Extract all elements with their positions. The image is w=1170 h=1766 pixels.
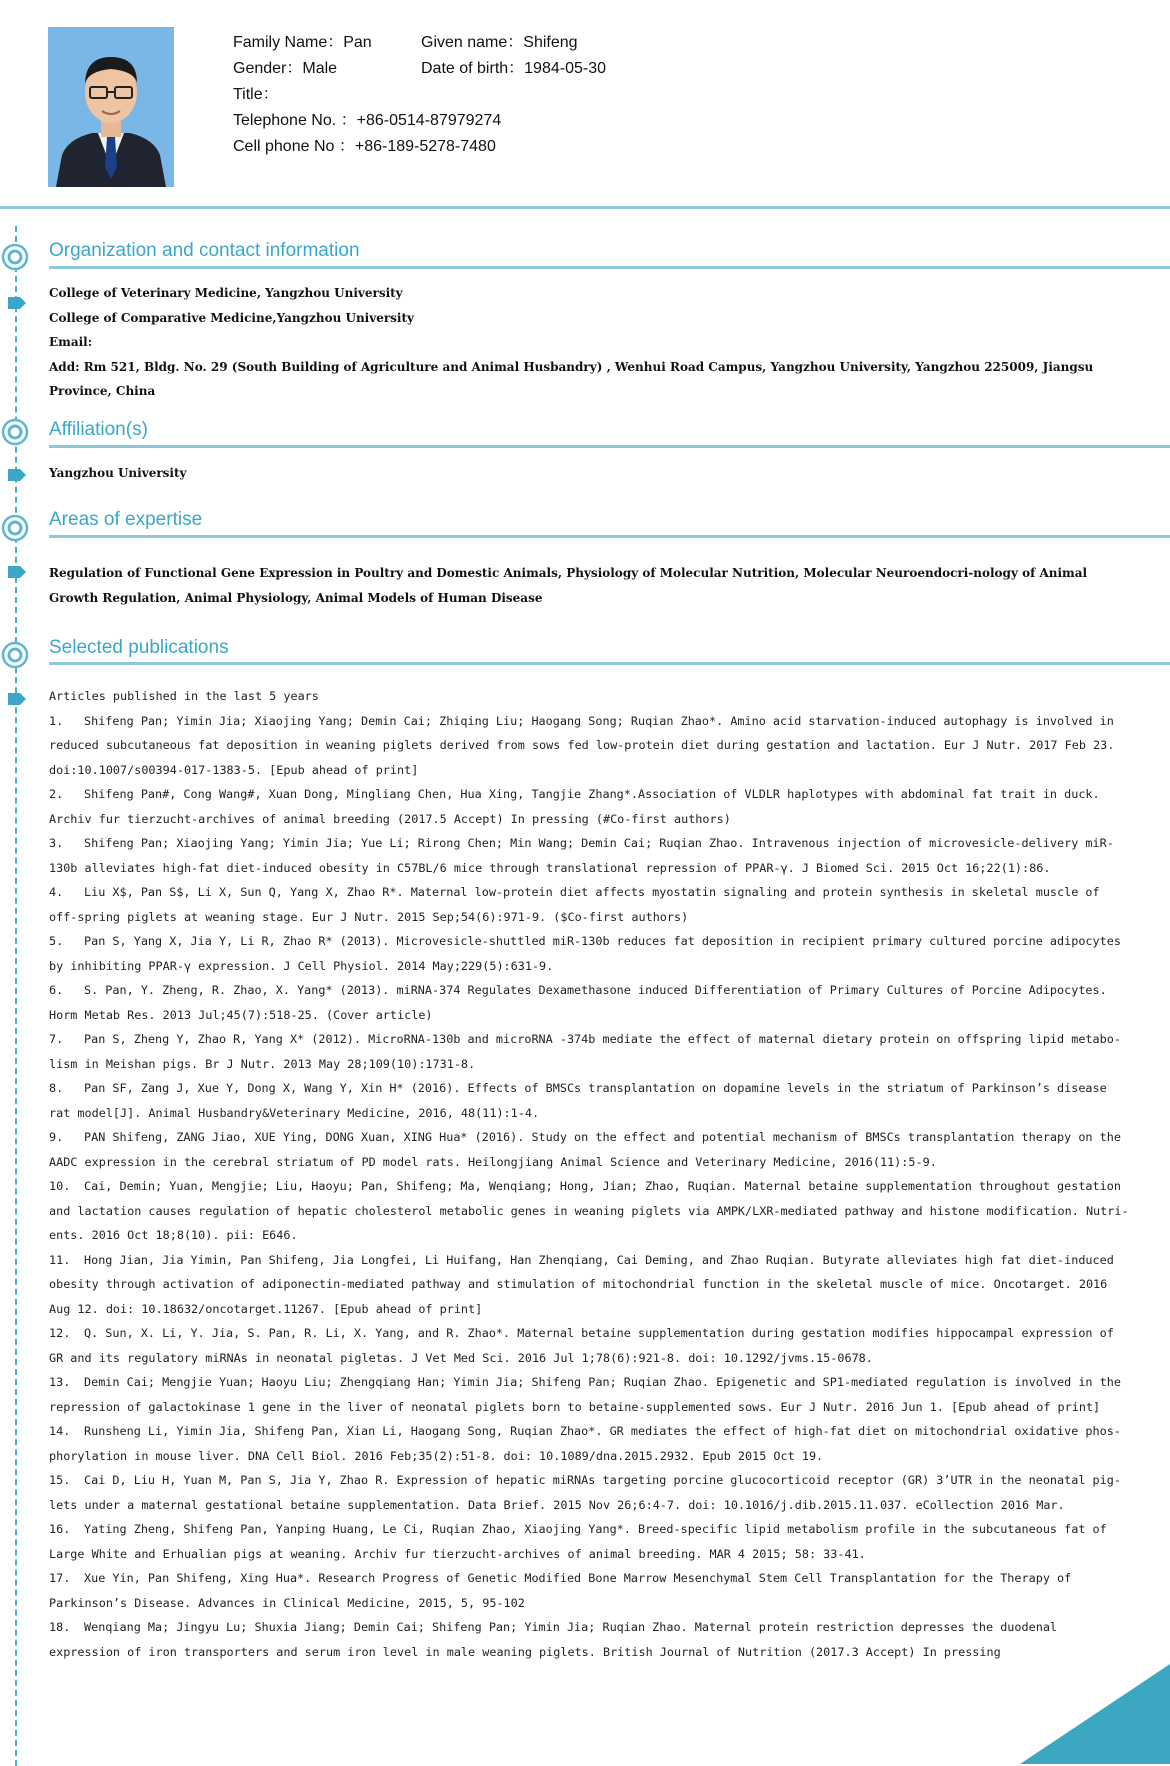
gender: Gender：Male xyxy=(233,60,338,77)
publication-item xyxy=(49,1370,1129,1419)
publication-number: 11. xyxy=(49,1252,71,1267)
family-name: Family Name：Pan xyxy=(233,34,372,51)
publication-text: Pan SF, Zang J, Xue Y, Dong X, Wang Y, Xin H* (2016). Effects of BMSCs transplantation on dopamine levels in the striatum of Parkinson’s disease rat model[J]. Animal Husbandry&Veterinary Medicine, 2016, 48(11):1-4. xyxy=(49,1081,1107,1120)
arrow-marker-icon xyxy=(8,566,26,578)
publication-text: Shifeng Pan#, Cong Wang#, Xuan Dong, Mingliang Chen, Hua Xing, Tangjie Zhang*.Association of VLDLR haplotypes with abdominal fat trait in duck. Archiv fur tierzucht-archives of animal breeding (2017.5 Accept) In pressing (#Co-first authors) xyxy=(49,787,1100,826)
section-divider xyxy=(49,445,1170,448)
publication-item xyxy=(49,1174,1129,1248)
publication-item xyxy=(49,782,1129,831)
section-title-expertise: Areas of expertise xyxy=(49,509,203,530)
section-title-publications: Selected publications xyxy=(49,637,229,658)
publication-number: 17. xyxy=(49,1571,71,1585)
publication-item xyxy=(49,1076,1129,1125)
publication-number: 5. xyxy=(49,934,64,948)
publication-item xyxy=(49,1615,1129,1664)
publication-number: 16. xyxy=(49,1522,71,1536)
publication-number: 2. xyxy=(49,787,64,801)
publication-item xyxy=(49,880,1129,929)
target-icon xyxy=(1,243,29,271)
publication-text: Shifeng Pan; Yimin Jia; Xiaojing Yang; Demin Cai; Zhiqing Liu; Haogang Song; Ruqian Zhao*. Amino acid starvation-induced autophagy is involved in reduced subcutaneous fat deposition in weaning piglets derived from sows fed low-protein diet during gestation and lactation. Eur J Nutr. 2017 Feb 23. doi:10.1007/s00394-017-1383-5. [Epub ahead of print] xyxy=(49,713,1115,777)
given-name: Given name：Shifeng xyxy=(421,34,578,51)
publication-text: Demin Cai; Mengjie Yuan; Haoyu Liu; Zhengqiang Han; Yimin Jia; Shifeng Pan; Ruqian Zhao. Epigenetic and SP1-mediated regulation is involved in the repression of galactokinase 1 gene in the liver of neonatal piglets born to betaine-supplemented sows. Eur J Nutr. 2016 Jun 1. [Epub ahead of print] xyxy=(49,1375,1121,1414)
profile-row-name xyxy=(233,30,578,56)
org-line: Email: xyxy=(49,335,93,349)
publication-text: Yating Zheng, Shifeng Pan, Yanping Huang, Le Ci, Ruqian Zhao, Xiaojing Yang*. Breed-specific lipid metabolism profile in the subcutaneous fat of Large White and Erhualian pigs at weaning. Archiv fur tierzucht-archives of animal breeding. MAR 4 2015; 58: 33-41. xyxy=(49,1522,1107,1561)
timeline-line xyxy=(15,226,17,1766)
publication-items xyxy=(49,709,1129,1665)
section-divider xyxy=(49,266,1170,269)
publication-item xyxy=(49,1027,1129,1076)
publication-number: 1. xyxy=(49,713,64,728)
publication-item xyxy=(49,1468,1129,1517)
publications-intro: Articles published in the last 5 years xyxy=(49,689,319,703)
corner-decoration xyxy=(1020,1664,1170,1764)
target-icon xyxy=(1,514,29,542)
publication-text: Runsheng Li, Yimin Jia, Shifeng Pan, Xian Li, Haogang Song, Ruqian Zhao*. GR mediates the effect of high-fat diet on mitochondrial oxidative phos-phorylation in mouse liver. DNA Cell Biol. 2016 Feb;35(2):51-8. doi: 10.1089/dna.2015.2932. Epub 2015 Oct 19. xyxy=(49,1424,1121,1463)
publication-number: 18. xyxy=(49,1620,71,1634)
publication-item xyxy=(49,1566,1129,1615)
publication-text: PAN Shifeng, ZANG Jiao, XUE Ying, DONG Xuan, XING Hua* (2016). Study on the effect and potential mechanism of BMSCs transplantation therapy on the AADC expression in the cerebral striatum of PD model rats. Heilongjiang Animal Science and Veterinary Medicine, 2016(11):5-9. xyxy=(49,1130,1121,1169)
publication-number: 15. xyxy=(49,1473,71,1487)
target-icon xyxy=(1,418,29,446)
section-title-affiliation: Affiliation(s) xyxy=(49,419,148,440)
publication-number: 6. xyxy=(49,983,64,997)
arrow-marker-icon xyxy=(8,469,26,481)
publication-number: 7. xyxy=(49,1032,64,1046)
publication-number: 8. xyxy=(49,1081,64,1095)
publication-text: Cai D, Liu H, Yuan M, Pan S, Jia Y, Zhao R. Expression of hepatic miRNAs targeting porcine glucocorticoid receptor (GR) 3’UTR in the neonatal pig-lets under a maternal gestational betaine supplementation. Data Brief. 2015 Nov 26;6:4-7. doi: 10.1016/j.dib.2015.11.037. eCollection 2016 Mar. xyxy=(49,1473,1121,1512)
publication-number: 14. xyxy=(49,1424,71,1438)
target-icon xyxy=(1,641,29,669)
publication-text: Q. Sun, X. Li, Y. Jia, S. Pan, R. Li, X. Yang, and R. Zhao*. Maternal betaine supplementation during gestation modifies hippocampal expression of GR and its regulatory miRNAs in neonatal pigletas. J Vet Med Sci. 2016 Jul 1;78(6):921-8. doi: 10.1292/jvms.15-0678. xyxy=(49,1326,1114,1365)
arrow-marker-icon xyxy=(8,297,26,309)
section-divider xyxy=(49,535,1170,538)
telephone: Telephone No. ：+86-0514-87979274 xyxy=(233,112,502,129)
publication-text: Hong Jian, Jia Yimin, Pan Shifeng, Jia Longfei, Li Huifang, Han Zhenqiang, Cai Deming, and Zhao Ruqian. Butyrate alleviates high fat diet-induced obesity through activation of adiponectin-mediated pathway and stimulation of mitochondrial function in the skeletal muscle of mice. Oncotarget. 2016 Aug 12. doi: 10.18632/oncotarget.11267. [Epub ahead of print] xyxy=(49,1252,1114,1316)
publication-number: 3. xyxy=(49,836,64,850)
org-line: Add: Rm 521, Bldg. No. 29 (South Building of Agriculture and Animal Husbandry) , Wenhui Road Campus, Yangzhou University, Yangzhou 225009, Jiangsu Province, China xyxy=(49,359,1094,398)
publication-text: Pan S, Yang X, Jia Y, Li R, Zhao R* (2013). Microvesicle-shuttled miR-130b reduces fat deposition in recipient primary cultured porcine adipocytes by inhibiting PPAR-γ expression. J Cell Physiol. 2014 May;229(5):631-9. xyxy=(49,934,1121,973)
profile-info xyxy=(233,30,607,160)
organization-info xyxy=(49,281,1129,404)
publication-item xyxy=(49,929,1129,978)
publication-item xyxy=(49,709,1129,783)
publication-text: Wenqiang Ma; Jingyu Lu; Shuxia Jiang; Demin Cai; Shifeng Pan; Yimin Jia; Ruqian Zhao. Maternal protein restriction depresses the duodenal expression of iron transporters and serum iron level in male weaning piglets. British Journal of Nutrition (2017.3 Accept) In pressing xyxy=(49,1620,1058,1659)
publication-number: 13. xyxy=(49,1375,71,1389)
section-title-organization: Organization and contact information xyxy=(49,240,360,261)
org-line: College of Veterinary Medicine, Yangzhou University xyxy=(49,286,403,300)
profile-row-gender xyxy=(233,56,607,82)
publication-item xyxy=(49,831,1129,880)
publication-item xyxy=(49,978,1129,1027)
arrow-marker-icon xyxy=(8,693,26,705)
title-field: Title： xyxy=(233,86,279,103)
org-line: College of Comparative Medicine,Yangzhou University xyxy=(49,310,415,325)
expertise-text: Regulation of Functional Gene Expression in Poultry and Domestic Animals, Physiology of Molecular Nutrition, Molecular Neuroendocri-nology of Animal Growth Regulation, Animal Physiology, Animal Models of Human Disease xyxy=(49,566,1088,605)
publication-number: 10. xyxy=(49,1179,71,1193)
cellphone: Cell phone No ：+86-189-5278-7480 xyxy=(233,138,496,155)
publication-text: Liu X$, Pan S$, Li X, Sun Q, Yang X, Zhao R*. Maternal low-protein diet affects myostatin signaling and protein synthesis in skeletal muscle of off-spring piglets at weaning stage. Eur J Nutr. 2015 Sep;54(6):971-9. ($Co-first authors) xyxy=(49,885,1100,924)
publication-item xyxy=(49,1419,1129,1468)
publication-number: 4. xyxy=(49,885,64,899)
publication-number: 12. xyxy=(49,1326,71,1340)
affiliation-text: Yangzhou University xyxy=(49,466,187,480)
publication-list xyxy=(49,684,1129,1664)
profile-photo xyxy=(48,27,174,187)
publication-text: Pan S, Zheng Y, Zhao R, Yang X* (2012). MicroRNA-130b and microRNA -374b mediate the effect of maternal dietary protein on offspring lipid metabo-lism in Meishan pigs. Br J Nutr. 2013 May 28;109(10):1731-8. xyxy=(49,1032,1121,1071)
publication-number: 9. xyxy=(49,1130,64,1144)
publication-text: Shifeng Pan; Xiaojing Yang; Yimin Jia; Yue Li; Rirong Chen; Min Wang; Demin Cai; Ruqian Zhao. Intravenous injection of microvesicle-delivery miR-130b alleviates high-fat diet-induced obesity in C57BL/6 mice through translational repression of PPAR-γ. J Biomed Sci. 2015 Oct 16;22(1):86. xyxy=(49,836,1114,875)
publication-text: Xue Yin, Pan Shifeng, Xing Hua*. Research Progress of Genetic Modified Bone Marrow Mesenchymal Stem Cell Transplantation for the Therapy of Parkinson’s Disease. Advances in Clinical Medicine, 2015, 5, 95-102 xyxy=(49,1571,1072,1610)
publication-text: S. Pan, Y. Zheng, R. Zhao, X. Yang* (2013). miRNA-374 Regulates Dexamethasone induced Differentiation of Primary Cultures of Porcine Adipocytes. Horm Metab Res. 2013 Jul;45(7):518-25. (Cover article) xyxy=(49,983,1107,1022)
publication-item xyxy=(49,1517,1129,1566)
publication-item xyxy=(49,1248,1129,1322)
publication-text: Cai, Demin; Yuan, Mengjie; Liu, Haoyu; Pan, Shifeng; Ma, Wenqiang; Hong, Jian; Zhao, Ruqian. Maternal betaine supplementation throughout gestation and lactation causes regulation of hepatic cholesterol metabolic genes in weaning piglets via AMPK/LXR-mediated pathway and histone modification. Nutri-ents. 2016 Oct 18;8(10). pii: E646. xyxy=(49,1179,1129,1242)
date-of-birth: Date of birth：1984-05-30 xyxy=(421,60,607,77)
publication-item xyxy=(49,1125,1129,1174)
header-divider xyxy=(0,206,1170,209)
publication-item xyxy=(49,1321,1129,1370)
section-divider xyxy=(49,662,1170,665)
